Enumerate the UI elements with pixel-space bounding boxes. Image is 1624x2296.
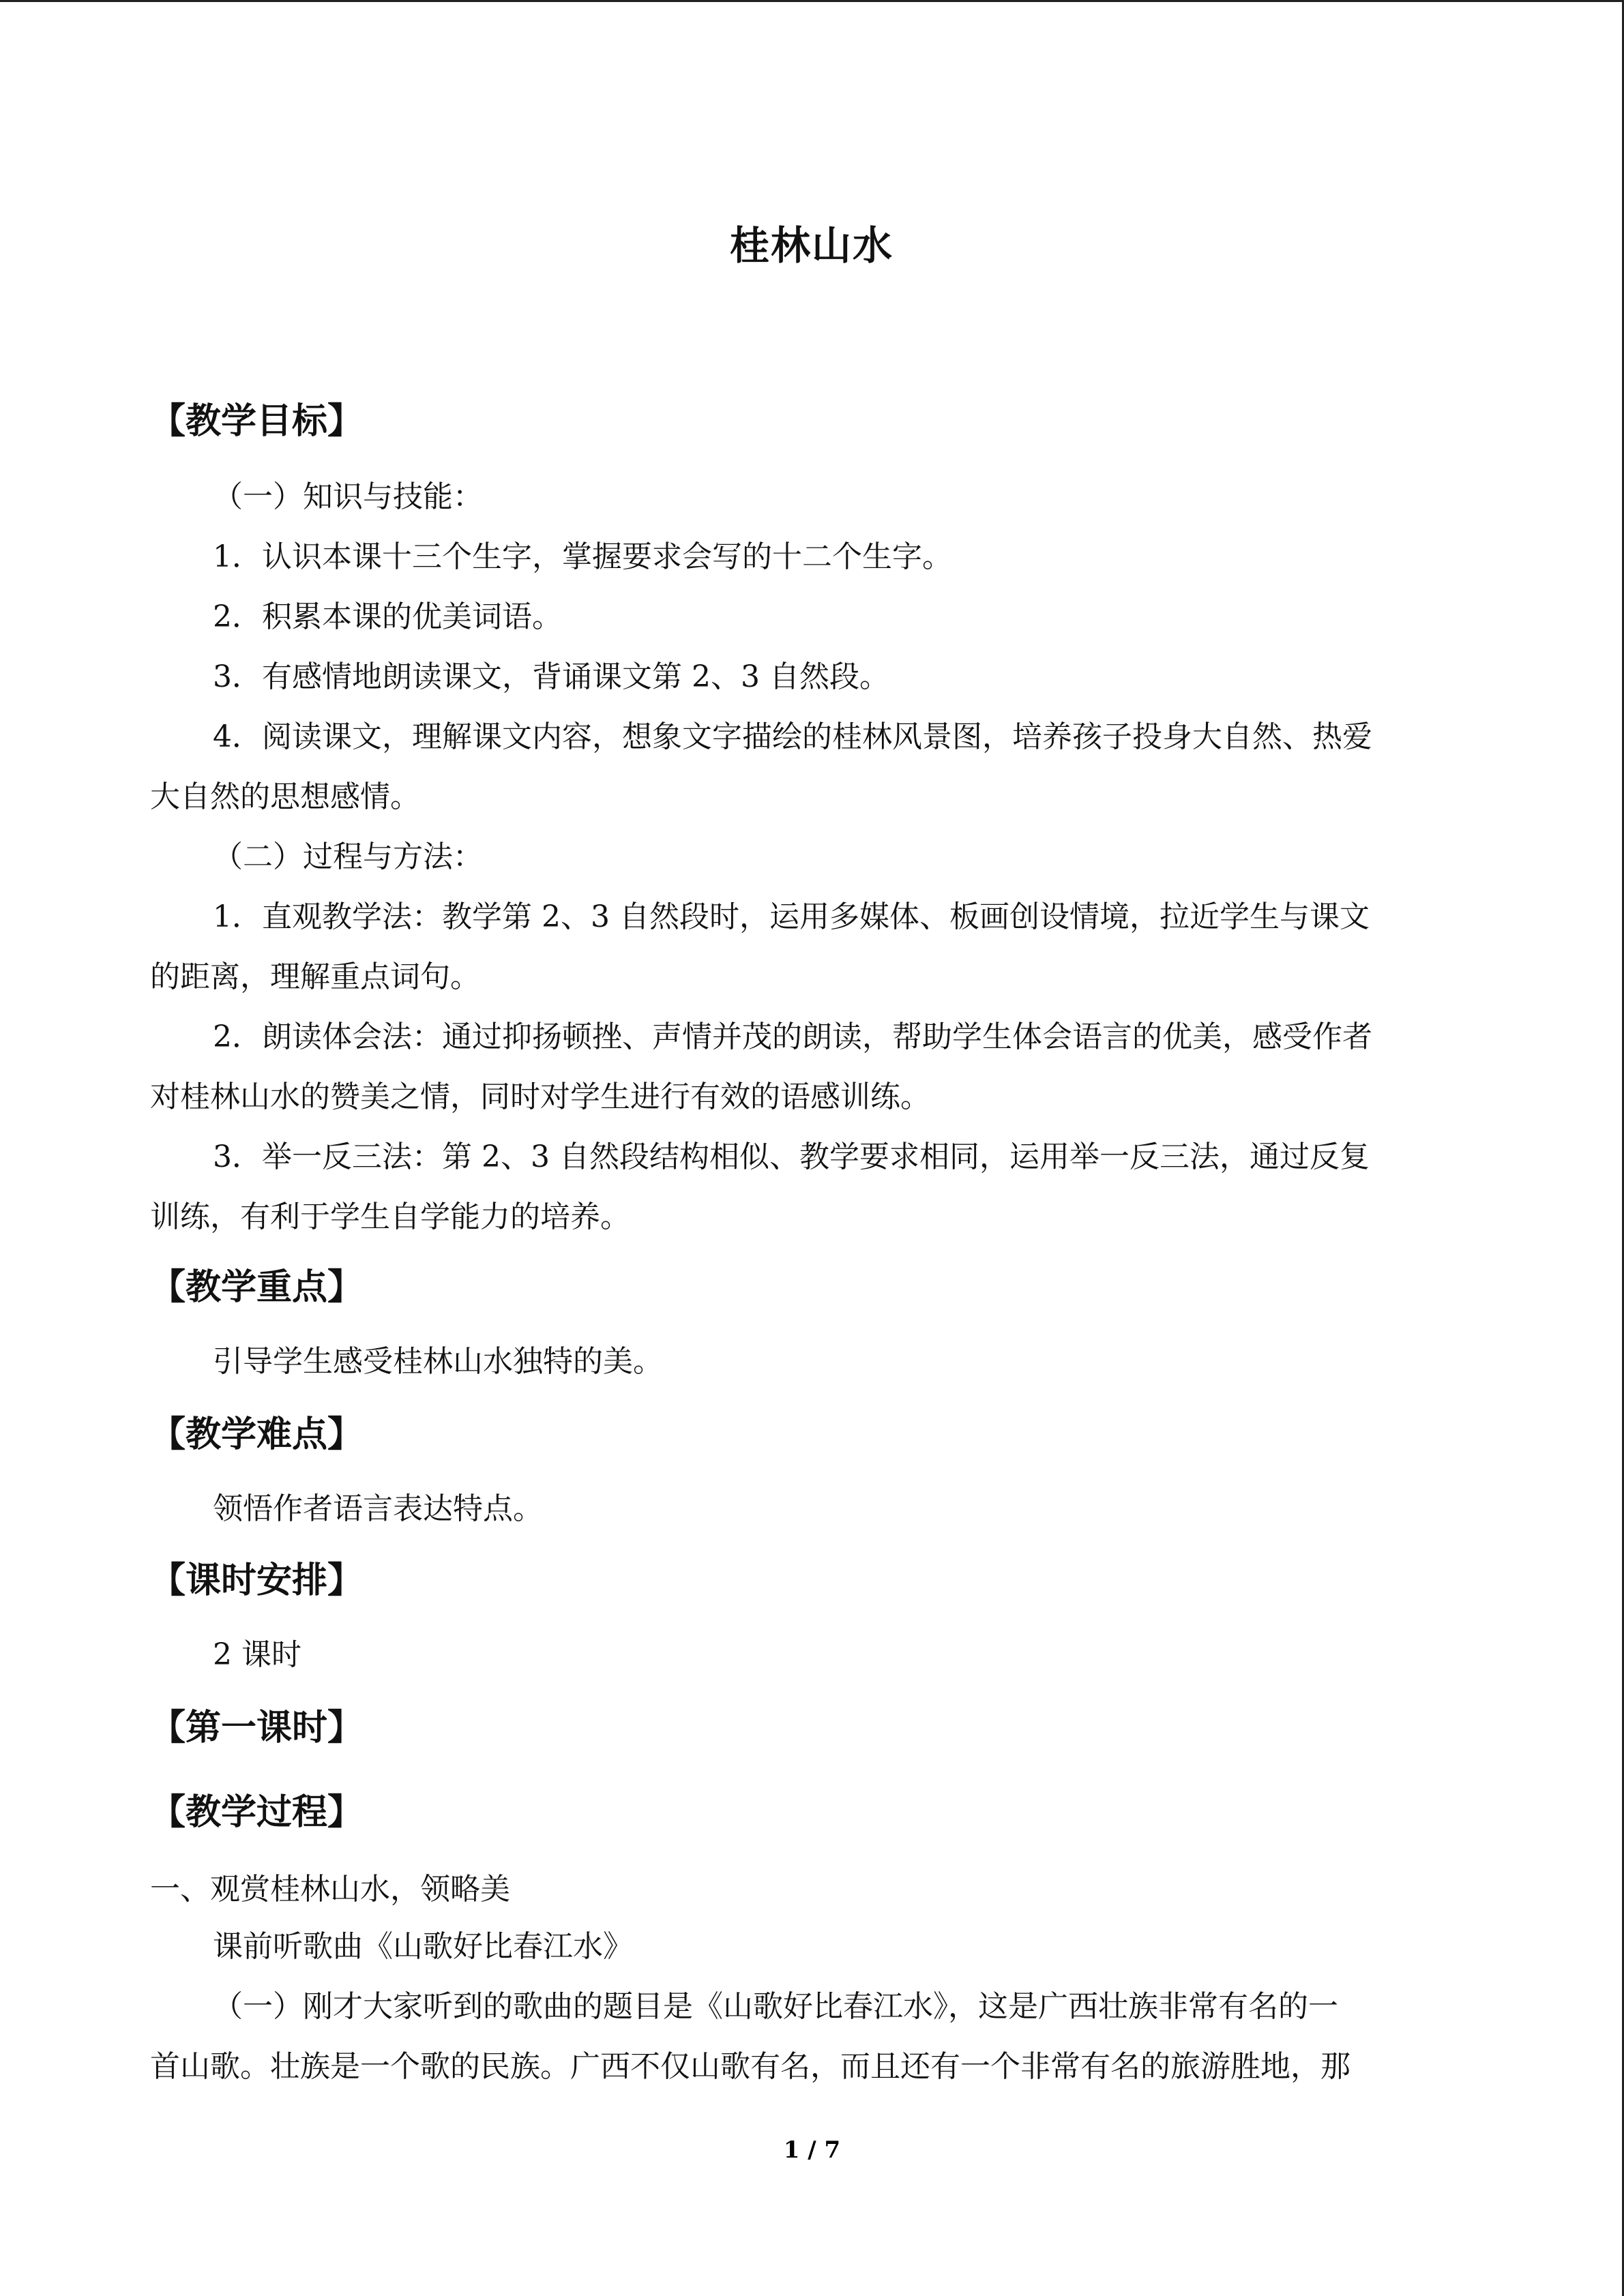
goals-item: 1．认识本课十三个生字，掌握要求会写的十二个生字。 — [213, 539, 952, 574]
focus-text: 引导学生感受桂林山水独特的美。 — [213, 1344, 663, 1379]
schedule-text: 2 课时 — [213, 1637, 301, 1672]
goals-item-continued: 大自然的思想感情。 — [150, 779, 420, 814]
goals-subheading-2: （二）过程与方法： — [213, 839, 483, 874]
goals-item-continued: 的距离，理解重点词句。 — [150, 959, 480, 994]
goals-item: 2．朗读体会法：通过抑扬顿挫、声情并茂的朗读，帮助学生体会语言的优美，感受作者 — [213, 1019, 1372, 1054]
goals-item-continued: 对桂林山水的赞美之情，同时对学生进行有效的语感训练。 — [150, 1079, 930, 1114]
goals-item: 3．举一反三法：第 2、3 自然段结构相似、教学要求相同，运用举一反三法，通过反复 — [213, 1139, 1370, 1174]
goals-item: 2．积累本课的优美词语。 — [213, 599, 562, 634]
goals-item: 3．有感情地朗读课文，背诵课文第 2、3 自然段。 — [213, 659, 889, 694]
page-number: 1 / 7 — [783, 2136, 841, 2164]
section-heading-lesson1: 【第一课时】 — [150, 1708, 364, 1748]
process-line: 一、观赏桂林山水，领略美 — [150, 1872, 510, 1907]
goals-item: 4．阅读课文，理解课文内容，想象文字描绘的桂林风景图，培养孩子投身大自然、热爱 — [213, 719, 1372, 754]
goals-subheading-1: （一）知识与技能： — [213, 479, 483, 514]
section-heading-process: 【教学过程】 — [150, 1792, 364, 1833]
goals-item: 1．直观教学法：教学第 2、3 自然段时，运用多媒体、板画创设情境，拉近学生与课文 — [213, 899, 1370, 934]
process-line: 课前听歌曲《山歌好比春江水》 — [213, 1929, 633, 1964]
process-line-continued: 首山歌。壮族是一个歌的民族。广西不仅山歌有名，而且还有一个非常有名的旅游胜地，那 — [150, 2049, 1350, 2084]
page-title: 桂林山水 — [729, 222, 894, 269]
section-heading-goals: 【教学目标】 — [150, 401, 364, 442]
section-heading-schedule: 【课时安排】 — [150, 1560, 364, 1601]
goals-item-continued: 训练，有利于学生自学能力的培养。 — [150, 1199, 630, 1234]
section-heading-difficulty: 【教学难点】 — [150, 1414, 364, 1455]
section-heading-focus: 【教学重点】 — [150, 1267, 364, 1308]
process-line: （一）刚才大家听到的歌曲的题目是《山歌好比春江水》，这是广西壮族非常有名的一 — [213, 1989, 1338, 2024]
difficulty-text: 领悟作者语言表达特点。 — [213, 1491, 543, 1526]
